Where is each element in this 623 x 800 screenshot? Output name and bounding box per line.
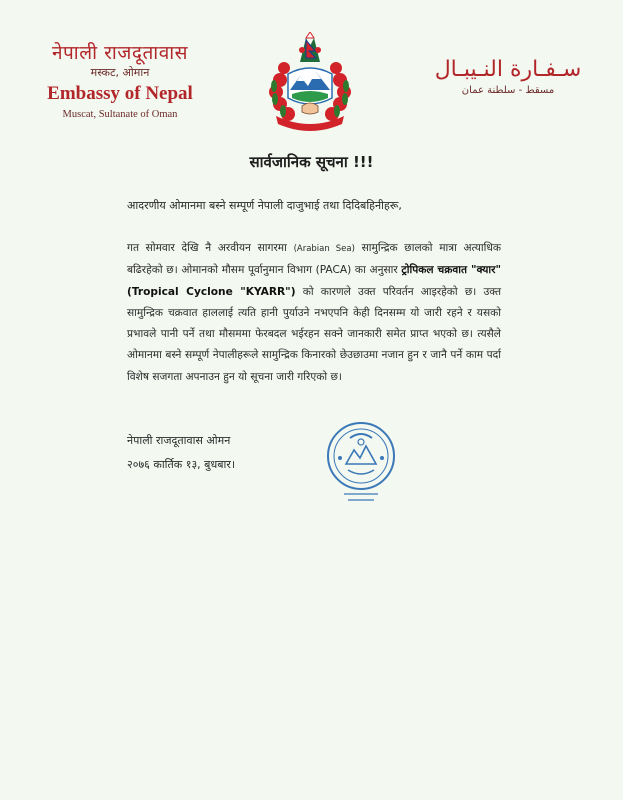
embassy-city-english: Muscat, Sultanate of Oman [62,109,178,120]
salutation: आदरणीय ओमानमा बस्ने सम्पूर्ण नेपाली दाजुभाई तथा दिदिबहिनीहरू, [127,199,402,212]
embassy-stamp-icon [324,418,398,504]
cyclone-name: ट्रोपिकल चक्रवात "क्यार" (Tropical Cyclone "KYARR") [127,264,501,298]
notice-title: सार्वजानिक सूचना !!! [249,153,374,171]
nepal-emblem-icon [262,32,358,132]
embassy-name-nepali: नेपाली राजदूतावास [51,42,189,64]
letterhead-right [418,56,598,98]
notice-body [127,238,501,388]
body-part-1: गत सोमवार देखि नै अरवीयन सागरमा [127,242,287,254]
embassy-city-nepali: मस्कट, ओमान [90,66,150,79]
embassy-name-arabic: سـفـارة النـيبـال [434,57,582,82]
embassy-name-english: Embassy of Nepal [47,83,193,104]
body-part-2: सामुन्द्रिक छालको मात्रा अत्याधिक बढिरहेको छ। ओमानको मौसम पूर्वानुमान विभाग (PACA) का अनुसार [127,242,502,277]
arabian-sea-label: (Arabian Sea) [293,244,355,254]
embassy-city-arabic: مسقط - سلطنة عمان [461,85,555,96]
body-part-3: को कारणले उक्त परिवर्तन आइरहेको छ। उक्त सामुन्द्रिक चक्रवात हाललाई त्यति हानी पुर्याउने नभएपनि केही दिनसम्म यो जारी रहने र यसको प्रभावले पानी पर्ने तथा मौसममा फेरबदल भईरहन सक्ने जानकारी समेत प्राप्त भएको छ। त्यसैले ओमानमा बस्ने सम्पूर्ण नेपालीहरूले सामुन्द्रिक किनारको छेउछाउमा नजान हुन र जानै पर्ने काम पर्दा विशेष सजगता अपनाउन हुन यो सूचना जारी गरिएको छ। [127,285,501,383]
issuer-name: नेपाली राजदूतावास ओमन [127,434,231,447]
letterhead-left [30,42,210,122]
issue-date: २०७६ कार्तिक १३, बुधबार। [127,458,236,471]
